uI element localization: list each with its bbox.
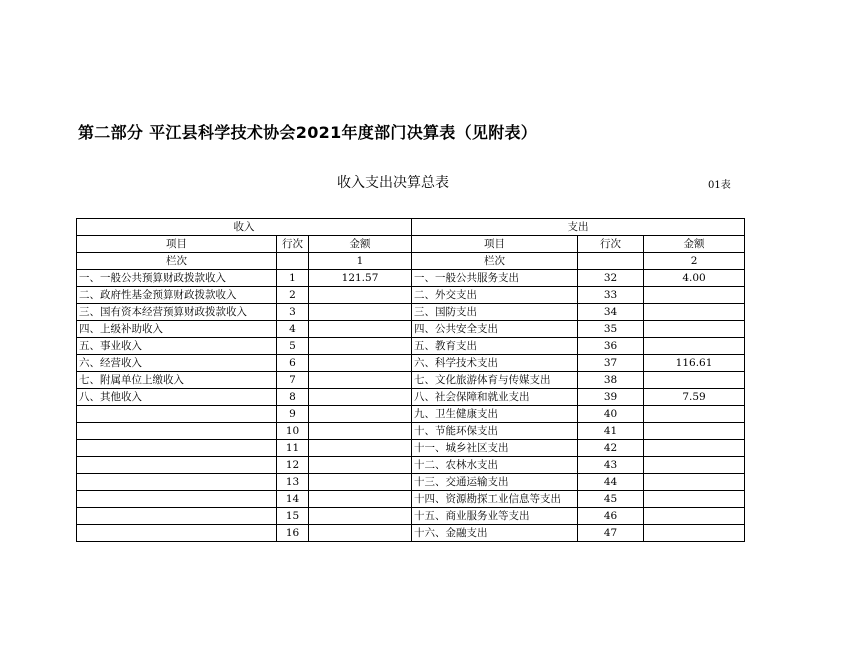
income-amount-cell [309, 440, 412, 457]
income-amount-cell: 121.57 [309, 270, 412, 287]
income-amount-cell [309, 423, 412, 440]
section-header-row [77, 219, 745, 236]
income-expense-table [76, 218, 745, 542]
expense-amount-cell [644, 287, 745, 304]
table-row [77, 389, 745, 406]
income-row-no-cell: 12 [277, 457, 309, 474]
part-title: 第二部分 平江县科学技术协会2021年度部门决算表（见附表） [78, 123, 538, 142]
expense-amount-cell [644, 457, 745, 474]
expense-amount-cell [644, 321, 745, 338]
expense-row-no-cell: 46 [578, 508, 644, 525]
table-row [77, 491, 745, 508]
expense-row-no-cell: 38 [578, 372, 644, 389]
expense-header: 支出 [412, 219, 745, 236]
expense-row-no-cell: 33 [578, 287, 644, 304]
income-row-no-cell: 13 [277, 474, 309, 491]
table-row [77, 474, 745, 491]
income-item-cell [77, 474, 277, 491]
income-row-no-cell: 15 [277, 508, 309, 525]
expense-item-cell: 五、教育支出 [412, 338, 578, 355]
col-row-header: 行次 [277, 236, 309, 253]
expense-row-no-cell: 43 [578, 457, 644, 474]
income-item-cell: 三、国有资本经营预算财政拨款收入 [77, 304, 277, 321]
lanci-label: 栏次 [77, 253, 277, 270]
income-item-cell [77, 423, 277, 440]
expense-item-cell: 八、社会保障和就业支出 [412, 389, 578, 406]
col-item-header: 项目 [77, 236, 277, 253]
expense-item-cell: 十四、资源勘探工业信息等支出 [412, 491, 578, 508]
expense-item-cell: 十六、金融支出 [412, 525, 578, 542]
income-item-cell: 四、上级补助收入 [77, 321, 277, 338]
income-item-cell [77, 457, 277, 474]
income-row-no-cell: 11 [277, 440, 309, 457]
expense-row-no-cell: 32 [578, 270, 644, 287]
lanci-row [77, 253, 745, 270]
income-item-cell: 六、经营收入 [77, 355, 277, 372]
expense-amount-cell [644, 525, 745, 542]
expense-row-no-cell: 35 [578, 321, 644, 338]
income-amount-cell [309, 304, 412, 321]
col-item-header-2: 项目 [412, 236, 578, 253]
table-row [77, 355, 745, 372]
income-row-no-cell: 14 [277, 491, 309, 508]
expense-row-no-cell: 36 [578, 338, 644, 355]
income-row-no-cell: 1 [277, 270, 309, 287]
income-item-cell [77, 491, 277, 508]
income-amount-cell [309, 406, 412, 423]
lanci-income-col: 1 [309, 253, 412, 270]
income-row-no-cell: 2 [277, 287, 309, 304]
expense-amount-cell [644, 304, 745, 321]
expense-row-no-cell: 34 [578, 304, 644, 321]
table-row [77, 508, 745, 525]
income-amount-cell [309, 508, 412, 525]
table-row [77, 372, 745, 389]
income-item-cell: 五、事业收入 [77, 338, 277, 355]
table-row [77, 457, 745, 474]
income-row-no-cell: 9 [277, 406, 309, 423]
income-row-no-cell: 5 [277, 338, 309, 355]
expense-row-no-cell: 39 [578, 389, 644, 406]
income-amount-cell [309, 525, 412, 542]
income-row-no-cell: 4 [277, 321, 309, 338]
income-item-cell [77, 508, 277, 525]
expense-item-cell: 十、节能环保支出 [412, 423, 578, 440]
table-title: 收入支出决算总表 [337, 175, 449, 191]
expense-item-cell: 四、公共安全支出 [412, 321, 578, 338]
table-row [77, 338, 745, 355]
income-amount-cell [309, 474, 412, 491]
column-header-row [77, 236, 745, 253]
expense-amount-cell [644, 491, 745, 508]
income-row-no-cell: 3 [277, 304, 309, 321]
expense-row-no-cell: 45 [578, 491, 644, 508]
income-item-cell: 八、其他收入 [77, 389, 277, 406]
table-row [77, 304, 745, 321]
expense-row-no-cell: 40 [578, 406, 644, 423]
income-amount-cell [309, 389, 412, 406]
table-row [77, 423, 745, 440]
table-row [77, 321, 745, 338]
income-item-cell: 一、一般公共预算财政拨款收入 [77, 270, 277, 287]
income-row-no-cell: 10 [277, 423, 309, 440]
table-row [77, 270, 745, 287]
expense-item-cell: 十一、城乡社区支出 [412, 440, 578, 457]
income-row-no-cell: 6 [277, 355, 309, 372]
income-amount-cell [309, 457, 412, 474]
table-row [77, 525, 745, 542]
income-amount-cell [309, 491, 412, 508]
expense-amount-cell [644, 372, 745, 389]
expense-amount-cell: 116.61 [644, 355, 745, 372]
lanci-expense-col: 2 [644, 253, 745, 270]
expense-amount-cell: 4.00 [644, 270, 745, 287]
expense-item-cell: 三、国防支出 [412, 304, 578, 321]
income-amount-cell [309, 355, 412, 372]
col-row-header-2: 行次 [578, 236, 644, 253]
expense-row-no-cell: 41 [578, 423, 644, 440]
income-amount-cell [309, 287, 412, 304]
income-row-no-cell: 8 [277, 389, 309, 406]
expense-item-cell: 七、文化旅游体育与传媒支出 [412, 372, 578, 389]
income-item-cell: 七、附属单位上缴收入 [77, 372, 277, 389]
expense-amount-cell [644, 508, 745, 525]
expense-item-cell: 十三、交通运输支出 [412, 474, 578, 491]
expense-row-no-cell: 44 [578, 474, 644, 491]
income-item-cell: 二、政府性基金预算财政拨款收入 [77, 287, 277, 304]
table-row [77, 440, 745, 457]
col-amount-header-2: 金额 [644, 236, 745, 253]
expense-amount-cell [644, 338, 745, 355]
income-amount-cell [309, 372, 412, 389]
table-row [77, 287, 745, 304]
expense-item-cell: 六、科学技术支出 [412, 355, 578, 372]
expense-row-no-cell: 42 [578, 440, 644, 457]
expense-amount-cell: 7.59 [644, 389, 745, 406]
income-item-cell [77, 440, 277, 457]
expense-row-no-cell: 47 [578, 525, 644, 542]
income-amount-cell [309, 321, 412, 338]
income-item-cell [77, 525, 277, 542]
lanci-label-2: 栏次 [412, 253, 578, 270]
expense-amount-cell [644, 423, 745, 440]
expense-item-cell: 二、外交支出 [412, 287, 578, 304]
income-row-no-cell: 7 [277, 372, 309, 389]
expense-item-cell: 九、卫生健康支出 [412, 406, 578, 423]
table-row [77, 406, 745, 423]
expense-amount-cell [644, 406, 745, 423]
income-item-cell [77, 406, 277, 423]
income-header: 收入 [77, 219, 412, 236]
expense-item-cell: 十五、商业服务业等支出 [412, 508, 578, 525]
expense-row-no-cell: 37 [578, 355, 644, 372]
table-number: 01表 [708, 180, 731, 191]
income-row-no-cell: 16 [277, 525, 309, 542]
expense-amount-cell [644, 440, 745, 457]
income-amount-cell [309, 338, 412, 355]
expense-item-cell: 十二、农林水支出 [412, 457, 578, 474]
col-amount-header: 金额 [309, 236, 412, 253]
expense-amount-cell [644, 474, 745, 491]
expense-item-cell: 一、一般公共服务支出 [412, 270, 578, 287]
